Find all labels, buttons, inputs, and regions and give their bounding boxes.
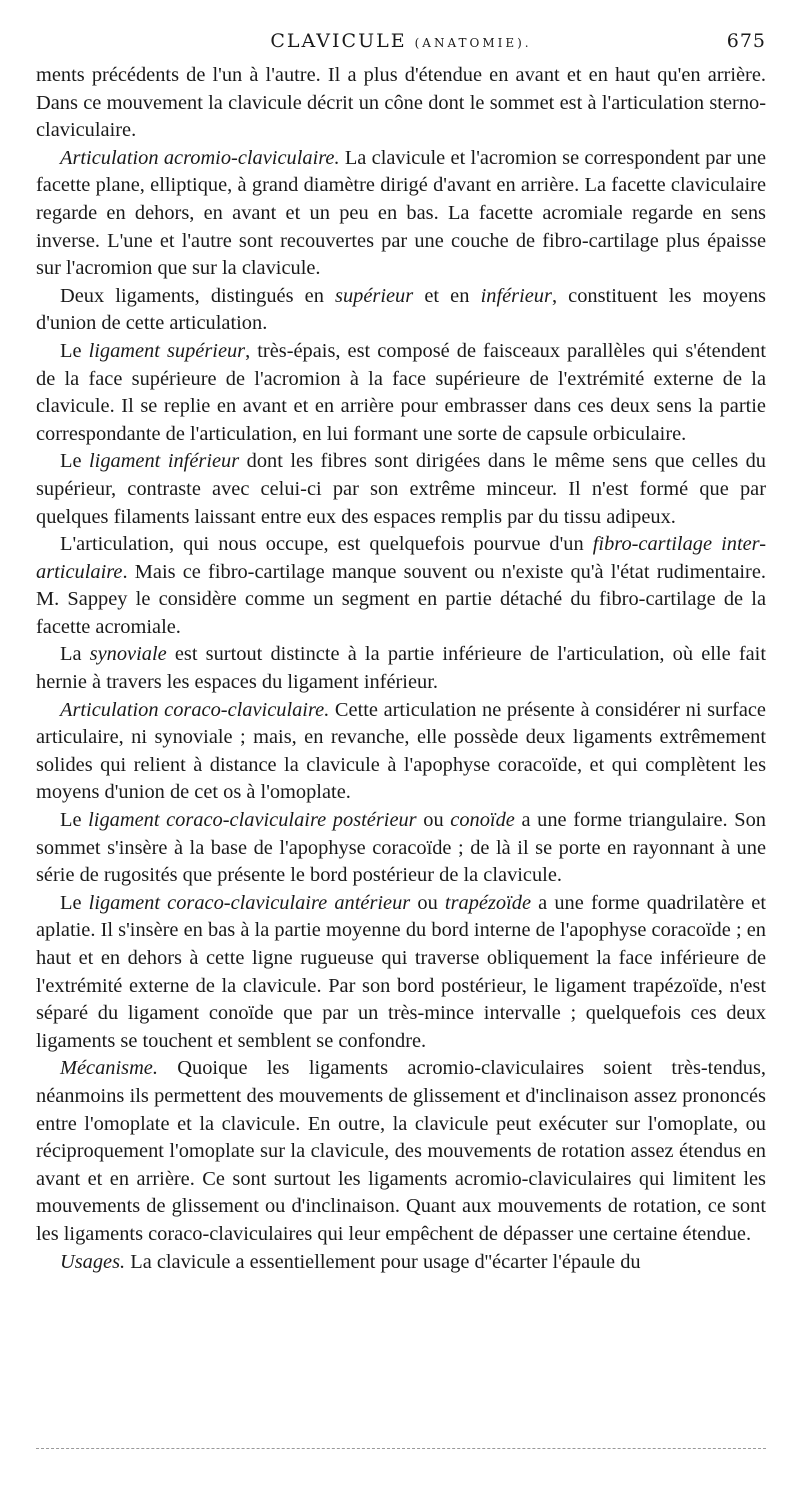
text-run: ments précédents de l'un à l'autre. Il a plus d'étendue en avant et en haut qu'en arrière. Dans ce mouvement la clavicule décrit un cône dont le sommet est à l'articulation sterno-claviculaire. — [36, 64, 766, 142]
paragraph — [36, 145, 766, 283]
italic-term: fibro-cartilage inter-articulaire — [36, 533, 766, 583]
paragraph — [36, 697, 766, 807]
paragraph — [36, 62, 766, 145]
text-run: , très-épais, est composé de faisceaux parallèles qui s'étendent de la face supérieure de l'acromion à la face supérieure de l'extrémité externe de la clavicule. Il se replie en avant et en arrière pour embrasser dans ces deux sens la partie correspondante de l'articulation, en lui formant une sorte de capsule orbiculaire. — [36, 339, 766, 445]
paragraph — [36, 641, 766, 696]
italic-term: ligament coraco-claviculaire postérieur — [88, 809, 417, 832]
paragraph — [36, 1249, 766, 1277]
paragraph — [36, 338, 766, 448]
running-title-main: CLAVICULE — [270, 30, 407, 52]
italic-term: Usages. — [60, 1250, 126, 1273]
text-run: Le — [60, 891, 89, 914]
text-run: La — [60, 643, 90, 666]
text-run: Cette articulation ne présente à considérer ni surface articulaire, ni synoviale ; mais, en revanche, elle possède deux ligaments extrêmement solides qui relient à distance la clavicule à l'apophyse coracoïde, et qui complètent les moyens d'union de cet os à l'omoplate. — [36, 698, 766, 804]
paragraph — [36, 890, 766, 1056]
page-number: 675 — [726, 30, 766, 52]
running-head — [36, 30, 766, 56]
text-run: Le — [60, 809, 89, 832]
text-run: Deux ligaments, distingués en — [60, 284, 336, 307]
text-run: ou — [416, 809, 451, 832]
italic-term: Articulation acromio-claviculaire. — [60, 146, 340, 169]
text-run: Quoique les ligaments acromio-claviculaires soient très-tendus, néanmoins ils permettent des mouvements de glissement et d'inclinaison assez prononcés entre l'omoplate et la clavicule. En outre, la clavicule peut exécuter sur l'omoplate, ou réciproquement l'omoplate sur la clavicule, des mouvements de rotation assez étendus en avant et en arrière. Ce sont surtout les ligaments acromio-claviculaires qui limitent les mouvements de glissement ou d'inclinaison. Quant aux mouvements de rotation, ce sont les ligaments coraco-claviculaires qui leur empêchent de dépasser une certaine étendue. — [36, 1057, 766, 1245]
italic-term: ligament supérieur — [88, 339, 246, 362]
body-text — [36, 62, 766, 1276]
text-run: a une forme quadrilatère et aplatie. Il s'insère en bas à la partie moyenne du bord interne de l'apophyse coracoïde ; en haut et en dehors à cette ligne rugueuse qui traverse obliquement la face inférieure de l'extrémité externe de la clavicule. Par son bord postérieur, le ligament trapézoïde, n'est séparé du ligament conoïde que par un très-mince intervalle ; quelquefois ces deux ligaments se touchent et semblent se confondre. — [36, 891, 766, 1052]
text-run: Le — [60, 339, 89, 362]
text-run: dont les fibres sont dirigées dans le même sens que celles du supérieur, contraste avec celui-ci par son extrême minceur. Il n'est formé que par quelques filaments laissant entre eux des espaces remplis par du tissu adipeux. — [36, 450, 766, 528]
italic-term: conoïde — [450, 809, 515, 832]
italic-term: supérieur — [335, 284, 414, 307]
text-run: La clavicule et l'acromion se correspondent par une facette plane, elliptique, à grand diamètre dirigé d'avant en arrière. La facette claviculaire regarde en dehors, en avant et un peu en bas. La facette acromiale regarde en sens inverse. L'une et l'autre sont recouvertes par une couche de fibro-cartilage plus épaisse sur l'acromion que sur la clavicule. — [36, 146, 766, 280]
text-run: Le — [60, 450, 89, 473]
text-run: et en — [413, 284, 481, 307]
text-run: L'articulation, qui nous occupe, est quelquefois pourvue d'un — [60, 533, 593, 556]
text-run: . Mais ce fibro-cartilage manque souvent ou n'existe qu'à l'état rudimentaire. M. Sappey le considère comme un segment en partie détaché du fibro-cartilage de la facette acromiale. — [36, 560, 766, 638]
italic-term: inférieur — [480, 284, 552, 307]
running-title-sub: (ANATOMIE). — [414, 36, 532, 50]
paragraph — [36, 448, 766, 531]
paragraph — [36, 531, 766, 641]
text-run: La clavicule a essentiellement pour usage d''écarter l'épaule du — [125, 1250, 641, 1273]
text-run: , constituent les moyens d'union de cette articulation. — [36, 284, 766, 335]
italic-term: synoviale — [89, 643, 167, 666]
italic-term: Mécanisme. — [60, 1057, 158, 1080]
italic-term: Articulation coraco-claviculaire. — [60, 698, 330, 721]
text-run: a une forme triangulaire. Son sommet s'insère à la base de l'apophyse coracoïde ; de là il se porte en rayonnant à une série de rugosités que présente le bord postérieur de la clavicule. — [36, 809, 766, 887]
text-run: ou — [410, 891, 445, 914]
italic-term: ligament inférieur — [88, 450, 240, 473]
italic-term: ligament coraco-claviculaire antérieur — [88, 891, 411, 914]
footer-rule — [36, 1448, 766, 1449]
running-title — [36, 30, 766, 52]
italic-term: trapézoïde — [444, 891, 532, 914]
text-run: est surtout distincte à la partie inférieure de l'articulation, où elle fait hernie à travers les espaces du ligament inférieur. — [36, 643, 766, 694]
paragraph — [36, 283, 766, 338]
paragraph — [36, 807, 766, 890]
paragraph — [36, 1055, 766, 1248]
